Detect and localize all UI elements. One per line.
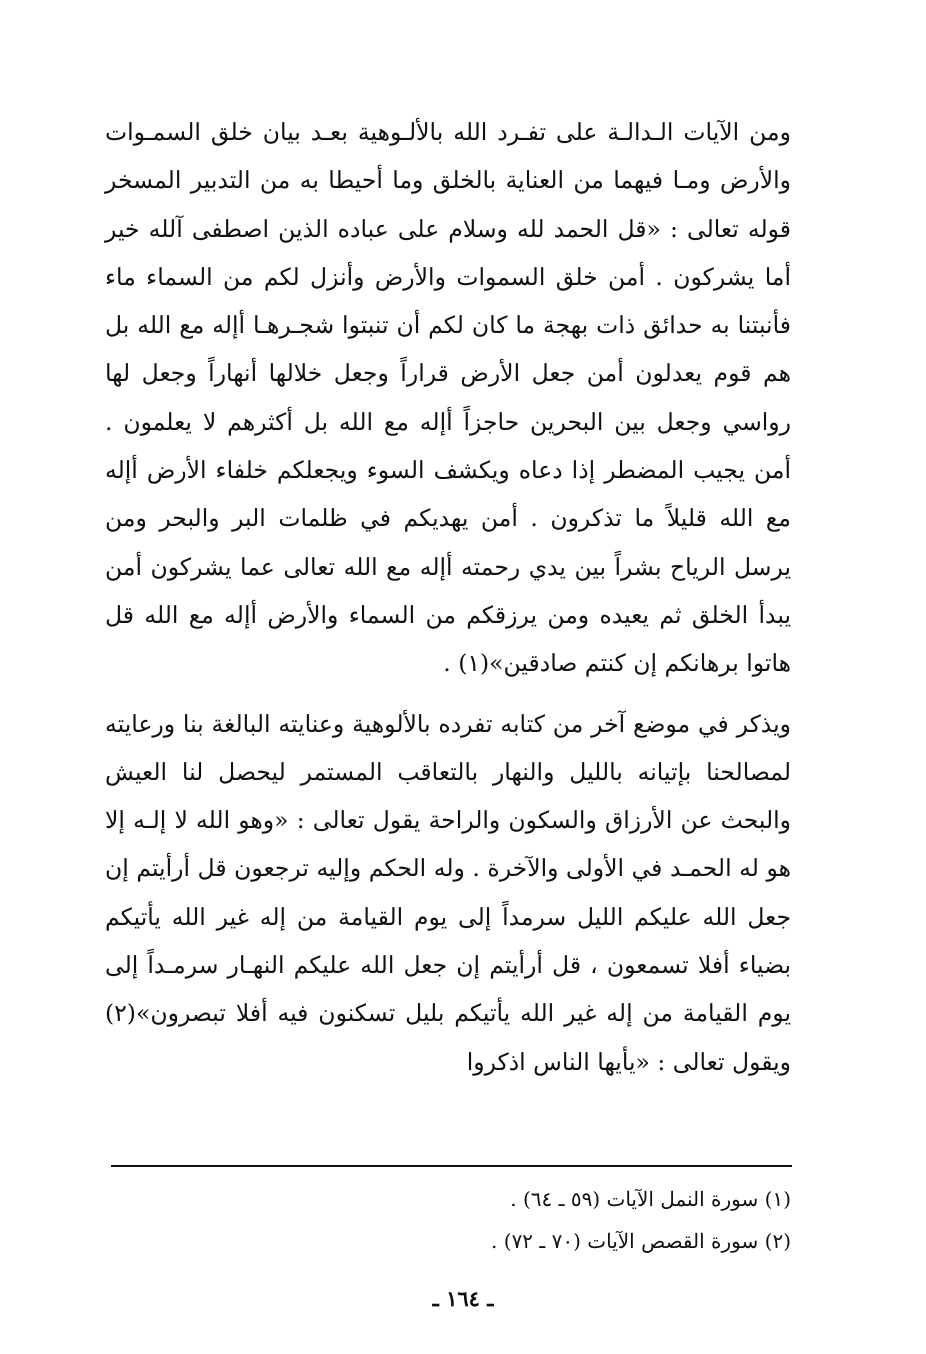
footnote-1: (١) سورة النمل الآيات (٥٩ ـ ٦٤) .: [510, 1187, 791, 1211]
paragraph-2: ويذكر في موضع آخر من كتابه تفرده بالألوهية وعنايته البالغة بنا ورعايته لمصالحنا بإتيانه بالليل والنهار بالتعاقب المستمر ليحصل لنا العيش والبحث عن الأرزاق والسكون والراحة يقول تعالى : «وهو الله لا إلـه إلا هو له الحمـد في الأولى والآخرة . وله الحكم وإليه ترجعون قل أرأيتم إن جعل الله عليكم الليل سرمداً إلى يوم القيامة من إله غير الله يأتيكم بضياء أفلا تسمعون ، قل أرأيتم إن جعل الله عليكم النهـار سرمـداً إلى يوم القيامة من إله غير الله يأتيكم بليل تسكنون فيه أفلا تبصرون»(٢) ويقول تعالى : «يأيها الناس اذكروا: [105, 709, 791, 1076]
main-text: [105, 108, 791, 1086]
footnotes: [105, 1178, 791, 1262]
page-number: ـ ١٦٤ ـ: [432, 1286, 494, 1311]
footnote-2: (٢) سورة القصص الآيات (٧٠ ـ ٧٢) .: [491, 1229, 791, 1253]
paragraph-1: ومن الآيات الـدالـة على تفـرد الله بالألـوهية بعـد بيان خلق السمـوات والأرض ومـا فيهما من العناية بالخلق وما أحيطا به من التدبير المسخر قوله تعالى : «قل الحمد لله وسلام على عباده الذين اصطفى آلله خير أما يشركون . أمن خلق السموات والأرض وأنزل لكم من السماء ماء فأنبتنا به حدائق ذات بهجة ما كان لكم أن تنبتوا شجـرهـا أإله مع الله بل هم قوم يعدلون أمن جعل الأرض قراراً وجعل خلالها أنهاراً وجعل لها رواسي وجعل بين البحرين حاجزاً أإله مع الله بل أكثرهم لا يعلمون . أمن يجيب المضطر إذا دعاه ويكشف السوء ويجعلكم خلفاء الأرض أإله مع الله قليلاً ما تذكرون . أمن يهديكم في ظلمات البر والبحر ومن يرسل الرياح بشراً بين يدي رحمته أإله مع الله تعالى عما يشركون أمن يبدأ الخلق ثم يعيده ومن يرزقكم من السماء والأرض أإله مع الله قل هاتوا برهانكم إن كنتم صادقين»(١) .: [105, 118, 791, 678]
footnote-divider: [111, 1165, 792, 1167]
